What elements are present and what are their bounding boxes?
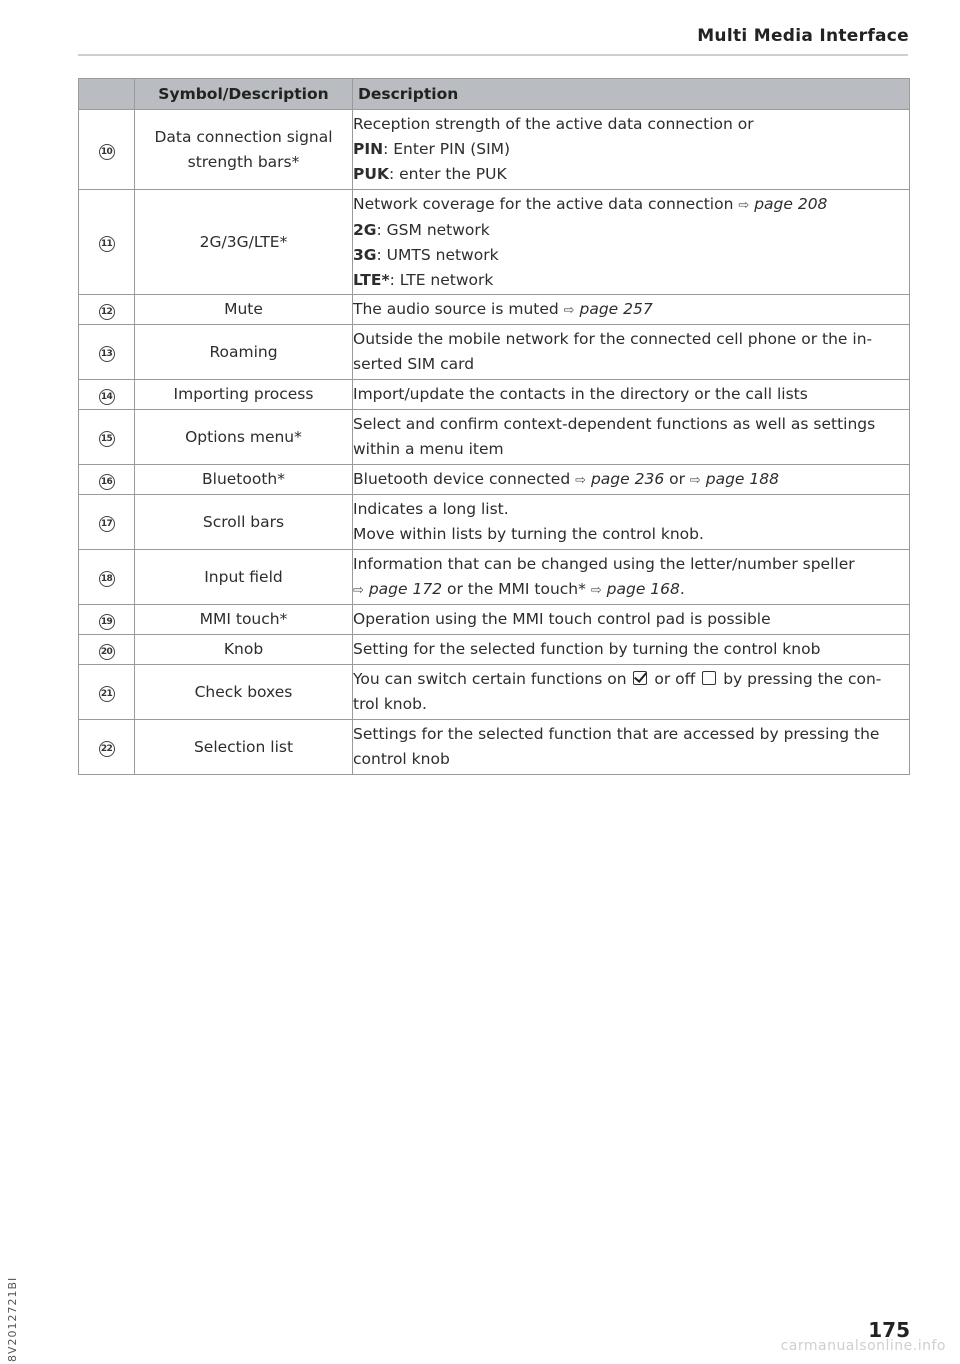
header-num-cell: [79, 79, 135, 110]
description-cell: Select and confirm context-dependent functions as well as settings within a menu item: [353, 410, 910, 465]
page-reference-link[interactable]: page 168: [606, 579, 680, 598]
table-row: [79, 190, 910, 295]
symbol-cell: Input field: [135, 550, 353, 605]
page-reference-link[interactable]: page 172: [368, 579, 443, 598]
header-symbol: Symbol/Description: [135, 79, 353, 110]
symbol-table: [78, 78, 910, 775]
arrow-right-icon: ⇨: [689, 472, 701, 488]
page-reference-link[interactable]: page 257: [579, 299, 653, 318]
description-cell: Settings for the selected function that are accessed by pressing the control knob: [353, 720, 910, 775]
number-badge-icon: 20: [99, 644, 115, 660]
table-row: [79, 495, 910, 550]
page-number: 175: [868, 1318, 910, 1342]
table-row: [79, 465, 910, 495]
number-badge-icon: 13: [99, 346, 115, 362]
number-badge-icon: 21: [99, 686, 115, 702]
arrow-right-icon: ⇨: [738, 197, 750, 213]
number-badge-icon: 19: [99, 614, 115, 630]
number-badge-icon: 15: [99, 431, 115, 447]
symbol-cell: Mute: [135, 295, 353, 325]
symbol-cell: Scroll bars: [135, 495, 353, 550]
table-row: [79, 380, 910, 410]
page-reference-link[interactable]: page 236: [590, 469, 665, 488]
table-row: [79, 720, 910, 775]
watermark: carmanualsonline.info: [780, 1338, 946, 1354]
number-badge-icon: 17: [99, 516, 115, 532]
symbol-cell: Data connection signal strength bars*: [135, 110, 353, 190]
description-cell: The audio source is muted ⇨ page 257: [353, 295, 910, 325]
table-row: [79, 325, 910, 380]
table-row: [79, 550, 910, 605]
description-cell: Operation using the MMI touch control pad is possible: [353, 605, 910, 635]
number-badge-icon: 18: [99, 571, 115, 587]
table-row: [79, 665, 910, 720]
checkbox-unchecked-icon: [702, 671, 716, 685]
description-cell: Setting for the selected function by turning the control knob: [353, 635, 910, 665]
symbol-cell: Knob: [135, 635, 353, 665]
symbol-cell: Importing process: [135, 380, 353, 410]
description-cell: Reception strength of the active data connection or PIN: Enter PIN (SIM) PUK: enter the PUK: [353, 110, 910, 190]
symbol-cell: Selection list: [135, 720, 353, 775]
description-cell: Bluetooth device connected ⇨ page 236 or ⇨ page 188: [353, 465, 910, 495]
table-header-row: [79, 79, 910, 110]
table-row: [79, 295, 910, 325]
header-rule: [78, 54, 908, 56]
number-badge-icon: 14: [99, 389, 115, 405]
description-cell: Network coverage for the active data connection ⇨ page 208 2G: GSM network 3G: UMTS network LTE*: LTE network: [353, 190, 910, 295]
number-badge-icon: 16: [99, 474, 115, 490]
arrow-right-icon: ⇨: [563, 302, 575, 318]
description-cell: Import/update the contacts in the directory or the call lists: [353, 380, 910, 410]
description-cell: Information that can be changed using the letter/number speller ⇨ page 172 or the MMI touch* ⇨ page 168.: [353, 550, 910, 605]
checkbox-checked-icon: [633, 671, 647, 685]
header-description: Description: [353, 79, 910, 110]
arrow-right-icon: ⇨: [575, 472, 587, 488]
number-badge-icon: 11: [99, 236, 115, 252]
symbol-cell: 2G/3G/LTE*: [135, 190, 353, 295]
symbol-cell: MMI touch*: [135, 605, 353, 635]
description-cell: You can switch certain functions on or off by pressing the con- trol knob.: [353, 665, 910, 720]
symbol-cell: Roaming: [135, 325, 353, 380]
arrow-right-icon: ⇨: [590, 582, 602, 598]
table-row: [79, 635, 910, 665]
document-code: 8V2012721BI: [6, 1276, 19, 1362]
number-badge-icon: 12: [99, 304, 115, 320]
symbol-cell: Bluetooth*: [135, 465, 353, 495]
section-title: Multi Media Interface: [697, 26, 909, 46]
table-row: [79, 605, 910, 635]
symbol-cell: Check boxes: [135, 665, 353, 720]
number-badge-icon: 22: [99, 741, 115, 757]
table-row: [79, 410, 910, 465]
number-badge-icon: 10: [99, 144, 115, 160]
page-reference-link[interactable]: page 208: [754, 194, 828, 213]
symbol-cell: Options menu*: [135, 410, 353, 465]
description-cell: Indicates a long list. Move within lists by turning the control knob.: [353, 495, 910, 550]
table-row: [79, 110, 910, 190]
arrow-right-icon: ⇨: [353, 582, 364, 598]
description-cell: Outside the mobile network for the connected cell phone or the in- serted SIM card: [353, 325, 910, 380]
page-reference-link[interactable]: page 188: [705, 469, 779, 488]
